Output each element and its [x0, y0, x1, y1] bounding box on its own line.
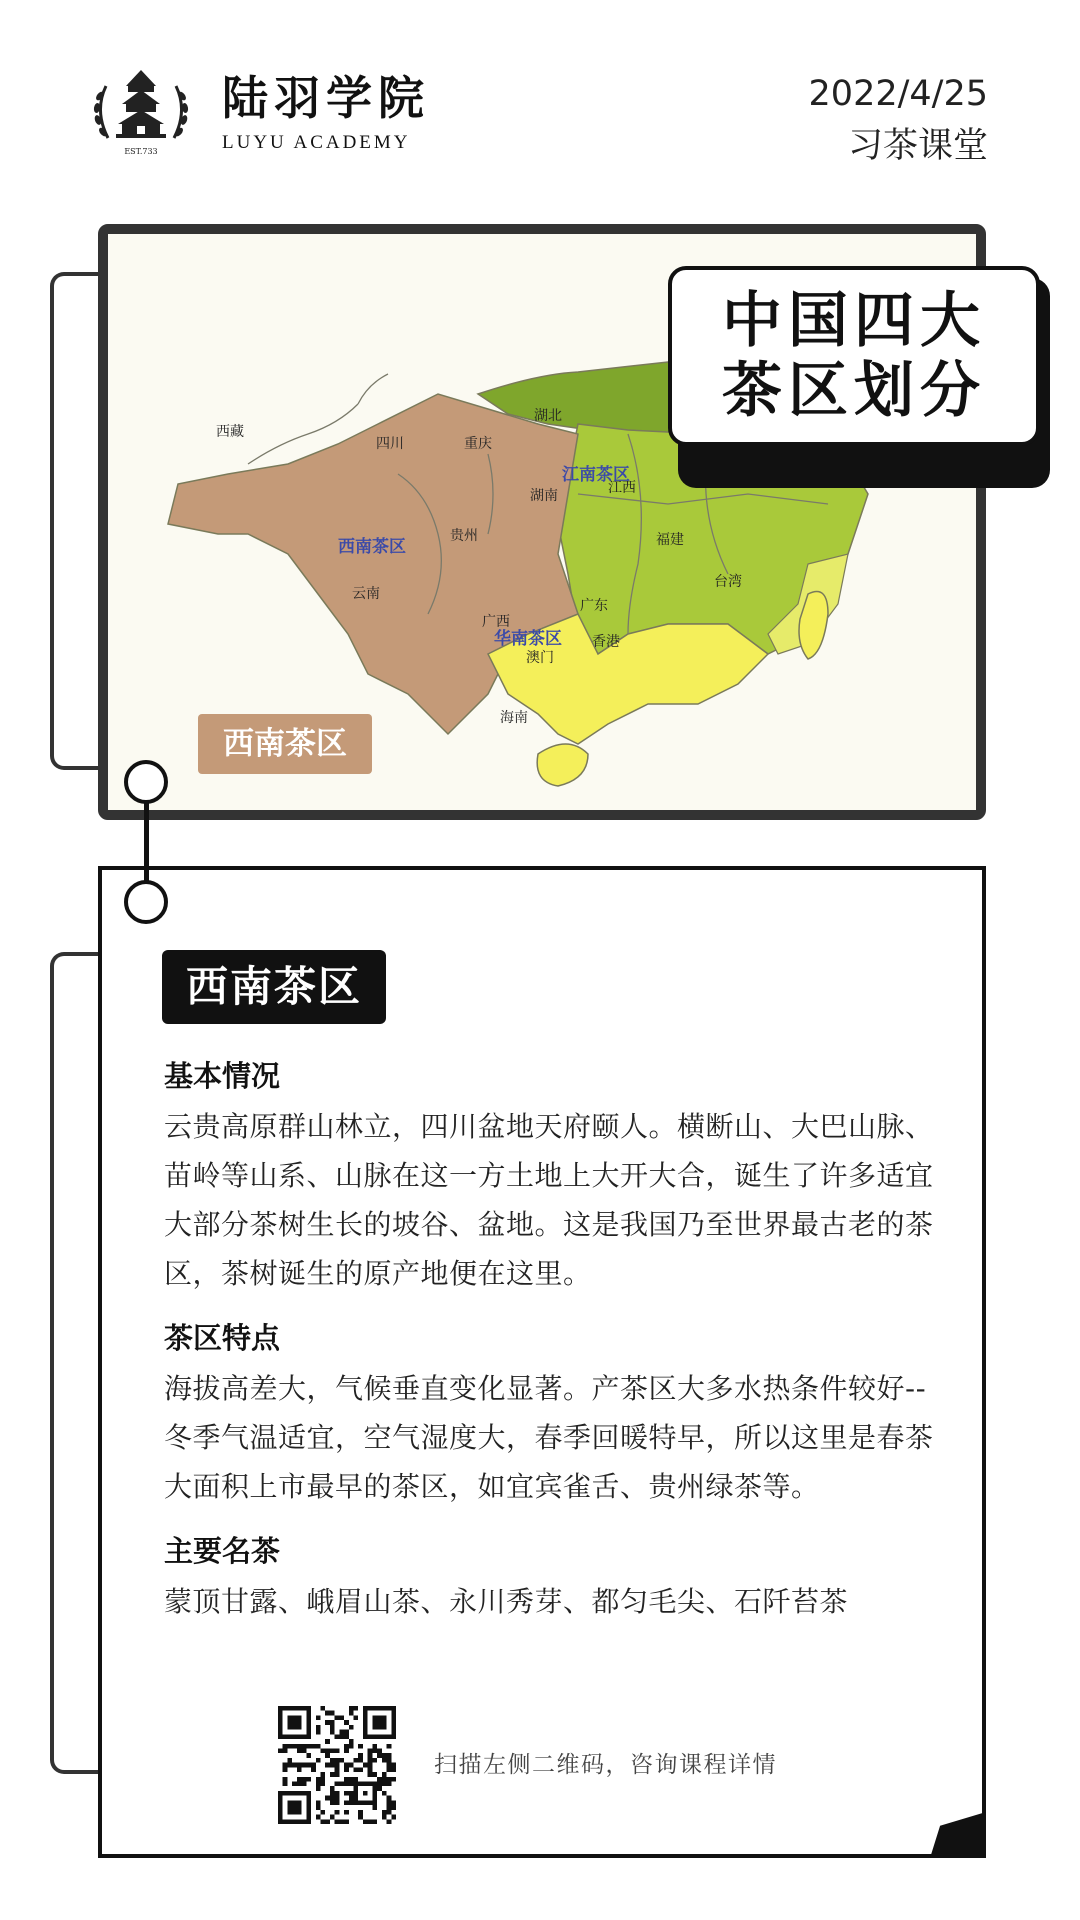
map-title-line-2: 茶区划分	[722, 356, 986, 426]
content-body	[164, 1054, 934, 1644]
label-taiwan: 台湾	[714, 574, 742, 590]
connector-ring-bottom	[124, 880, 168, 924]
content-card	[98, 866, 986, 1858]
label-sichuan: 四川	[376, 436, 404, 452]
label-fujian: 福建	[656, 532, 684, 548]
qr-code[interactable]	[278, 1706, 396, 1824]
map-title-box	[668, 266, 1040, 446]
para-famous-teas: 蒙顶甘露、峨眉山茶、永川秀芽、都匀毛尖、石阡苔茶	[164, 1585, 849, 1618]
publish-date: 2022/4/25	[808, 74, 988, 114]
map-title-line-1: 中国四大	[722, 286, 986, 356]
date-block	[809, 68, 988, 172]
label-yunnan: 云南	[352, 586, 380, 602]
section-badge: 西南茶区	[162, 950, 386, 1024]
column-name: 习茶课堂	[847, 126, 988, 166]
brand-name-en: LUYU ACADEMY	[222, 132, 411, 153]
label-macau: 澳门	[526, 650, 554, 666]
label-guangdong: 广东	[580, 598, 608, 614]
label-hongkong: 香港	[592, 634, 620, 650]
label-guizhou: 贵州	[450, 528, 478, 544]
map-highlight-tag: 西南茶区	[198, 714, 372, 774]
connector-ring-top	[124, 760, 168, 804]
brand	[222, 70, 430, 156]
label-hainan: 海南	[500, 710, 528, 726]
label-hunan: 湖南	[530, 488, 558, 504]
left-bracket-top	[50, 272, 102, 770]
logo-est-text: EST.733	[124, 147, 158, 156]
academy-logo	[86, 56, 196, 166]
connector-line	[144, 800, 149, 884]
label-jiangxi: 江西	[608, 480, 636, 496]
label-xizang: 西藏	[216, 424, 244, 440]
para-features: 海拔高差大，气候垂直变化显著。产茶区大多水热条件较好--冬季气温适宜，空气湿度大，春季回暖特早，所以这里是春茶大面积上市最早的茶区，如宜宾雀舌、贵州绿茶等。	[164, 1372, 934, 1503]
heading-features: 茶区特点	[164, 1321, 281, 1355]
brand-name-cn: 陆羽学院	[222, 71, 430, 125]
label-hubei: 湖北	[534, 408, 562, 424]
qr-caption: 扫描左侧二维码，咨询课程详情	[434, 1752, 777, 1778]
left-bracket-bottom	[50, 952, 102, 1774]
page-fold-corner	[930, 1812, 986, 1858]
zone-hainan	[537, 744, 588, 786]
heading-basic-info: 基本情况	[164, 1059, 281, 1093]
zone-label-jiangnan: 江南茶区	[562, 465, 630, 485]
zone-label-southwest: 西南茶区	[338, 537, 406, 557]
para-basic-info: 云贵高原群山林立，四川盆地天府颐人。横断山、大巴山脉、苗岭等山系、山脉在这一方土地上大开大合，诞生了许多适宜大部分茶树生长的坡谷、盆地。这是我国乃至世界最古老的茶区，茶树诞生的原产地便在这里。	[164, 1110, 934, 1290]
label-guangxi: 广西	[482, 614, 510, 630]
zone-label-south-china: 华南茶区	[494, 629, 562, 649]
label-chongqing: 重庆	[464, 436, 492, 452]
heading-famous-teas: 主要名茶	[164, 1534, 281, 1568]
